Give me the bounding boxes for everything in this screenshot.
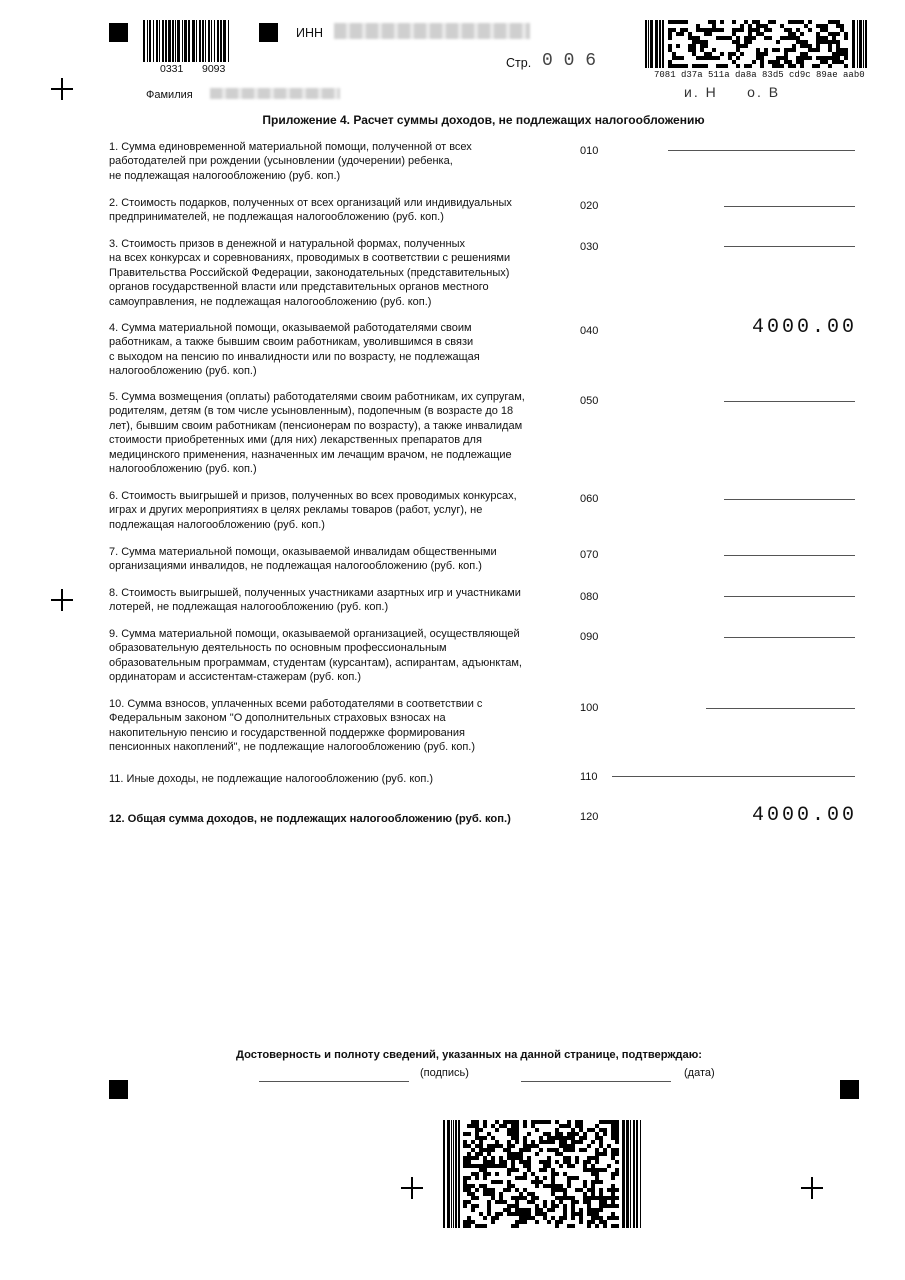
item-030-field — [724, 246, 855, 247]
item-060-code: 060 — [580, 493, 599, 505]
item-030-code: 030 — [580, 241, 599, 253]
inn-value-redacted — [334, 23, 530, 39]
item-090-code: 090 — [580, 631, 599, 643]
item-020-text: 2. Стоимость подарков, полученных от всех организаций или индивидуальных предпринимателей, не подлежащая налогообложению (руб. коп.) — [109, 197, 512, 224]
item-110-text: 11. Иные доходы, не подлежащие налогообложению (руб. коп.) — [109, 773, 434, 785]
page-title: Приложение 4. Расчет суммы доходов, не подлежащих налогообложению — [262, 113, 705, 127]
initials: и. Н о. В — [684, 84, 781, 100]
signature-field[interactable] — [259, 1081, 409, 1082]
item-070-text: 7. Сумма материальной помощи, оказываемой инвалидам общественными организациями инвалидов, не подлежащая налогообложению (руб. коп.) — [109, 546, 497, 573]
page-number: 0 0 6 — [542, 51, 597, 71]
item-070-code: 070 — [580, 549, 599, 561]
datamatrix-barcode-top — [645, 20, 867, 68]
signature-label: (подпись) — [420, 1067, 469, 1079]
item-020-code: 020 — [580, 200, 599, 212]
item-100-code: 100 — [580, 702, 599, 714]
item-090-text: 9. Сумма материальной помощи, оказываемой организацией, осуществляющей образовательную деятельность по основным профессиональным образовательным программам, студентам (курсантам), аспирантам, адъюнктам, ординаторам и ассистентам-стажерам (руб. коп.) — [109, 628, 522, 684]
corner-marker-top-left — [109, 23, 128, 42]
item-080-text: 8. Стоимость выигрышей, полученных участниками азартных игр и участниками лотерей, не подлежащая налогообложению (руб. коп.) — [109, 587, 521, 614]
confirmation-text: Достоверность и полноту сведений, указанных на данной странице, подтверждаю: — [236, 1049, 702, 1061]
corner-marker-bottom-left — [109, 1080, 128, 1099]
item-040-code: 040 — [580, 325, 599, 337]
registration-cross-bottom-right — [801, 1177, 823, 1199]
item-100-field — [706, 708, 855, 709]
item-010-text: 1. Сумма единовременной материальной помощи, полученной от всех работодателей при рождении (усыновлении (удочерении) ребенка, не подлежащая налогообложению (руб. коп.) — [109, 141, 472, 182]
registration-cross-top-left — [51, 78, 73, 100]
barcode-hash: 7081 d37a 511a da8a 83d5 cd9c 89ae aab0 — [654, 70, 865, 80]
date-label: (дата) — [684, 1067, 715, 1079]
item-010-code: 010 — [580, 145, 599, 157]
barcode-digits-2: 9093 — [202, 63, 226, 75]
item-050-field — [724, 401, 855, 402]
inn-label: ИНН — [296, 26, 324, 40]
registration-cross-bottom-center — [401, 1177, 423, 1199]
item-110-code: 110 — [580, 771, 598, 783]
surname-label: Фамилия — [146, 89, 193, 101]
item-090-field — [724, 637, 855, 638]
item-060-field — [724, 499, 855, 500]
date-field[interactable] — [521, 1081, 671, 1082]
item-080-code: 080 — [580, 591, 599, 603]
item-120-text: 12. Общая сумма доходов, не подлежащих налогообложению (руб. коп.) — [109, 813, 511, 825]
datamatrix-barcode-bottom — [443, 1120, 641, 1228]
item-080-field — [724, 596, 855, 597]
item-070-field — [724, 555, 855, 556]
item-120-code: 120 — [580, 811, 599, 823]
item-100-text: 10. Сумма взносов, уплаченных всеми работодателями в соответствии с Федеральным законом "О дополнительных страховых взносах на накопительную пенсию и государственной поддержке формирования пенсионных накоплений", не подлежащие налогообложению (руб. коп.) — [109, 698, 483, 754]
item-010-field — [668, 150, 855, 151]
item-040-value: 4000.00 — [751, 316, 857, 339]
item-020-field — [724, 206, 855, 207]
item-040-text: 4. Сумма материальной помощи, оказываемой работодателями своим работникам, а также бывшим своим работникам, уволившимся в связи с выходом на пенсию по инвалидности или по возрасту, не подлежащая налогообложению (руб. коп.) — [109, 322, 480, 378]
item-110-field — [612, 776, 855, 777]
linear-barcode — [143, 20, 231, 62]
corner-marker-bottom-right — [840, 1080, 859, 1099]
page-label: Стр. — [506, 56, 532, 70]
registration-cross-middle-left — [51, 589, 73, 611]
item-050-text: 5. Сумма возмещения (оплаты) работодателями своим работникам, их супругам, родителям, детям (в том числе усыновленным), подопечным (в возрасте до 18 лет), бывшим своим работникам (пенсионерам по возрасту), а также инвалидам стоимости приобретенных ими (для них) лекарственных препаратов для медицинского применения, назначенных им лечащим врачом, не подлежащие налогообложению (руб. коп.) — [109, 391, 525, 476]
barcode-digits-1: 0331 — [160, 63, 184, 75]
item-030-text: 3. Стоимость призов в денежной и натуральной формах, полученных на всех конкурсах и соревнованиях, проводимых в соответствии с решениями Правительства Российской Федерации, законодательных (представительных) органов государственной власти или представительных органов местного самоуправления, не подлежащая налогообложению (руб. коп.) — [109, 238, 511, 308]
item-050-code: 050 — [580, 395, 599, 407]
surname-value-redacted — [210, 88, 340, 99]
item-120-value: 4000.00 — [751, 804, 857, 827]
item-060-text: 6. Стоимость выигрышей и призов, полученных во всех проводимых конкурсах, играх и других мероприятиях в целях рекламы товаров (работ, услуг), не подлежащая налогообложению (руб. коп.) — [109, 490, 517, 531]
corner-marker-top-middle — [259, 23, 278, 42]
